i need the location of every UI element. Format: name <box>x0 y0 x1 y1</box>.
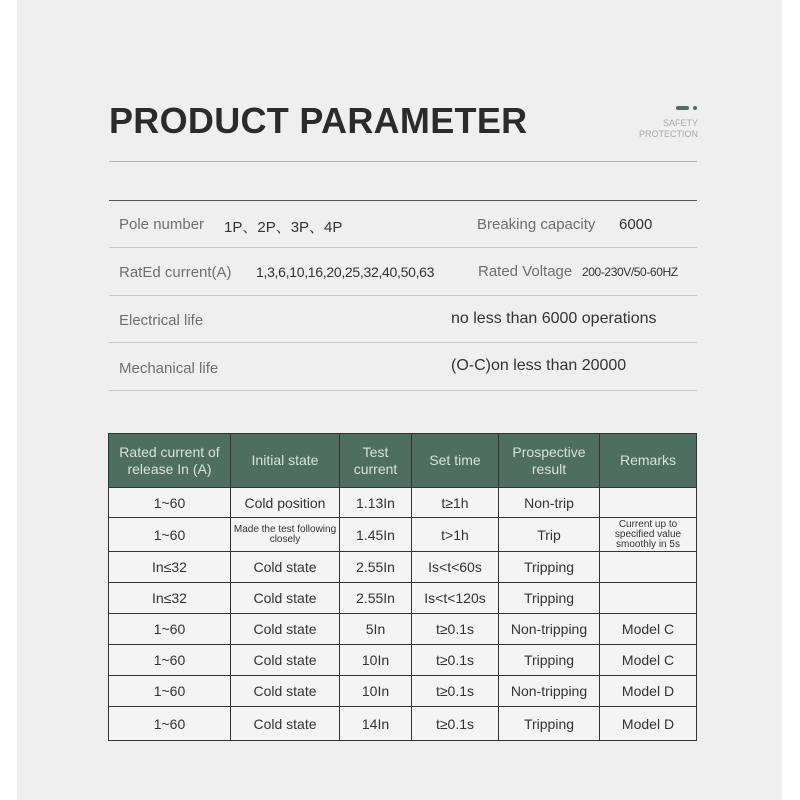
page-title: PRODUCT PARAMETER <box>109 100 528 141</box>
table-row <box>109 676 697 707</box>
table-cell: Cold state <box>231 583 340 614</box>
table-cell: Model D <box>600 707 697 741</box>
electrical-life-value: no less than 6000 operations <box>451 310 657 327</box>
table-cell: 5In <box>340 614 412 645</box>
table-cell: Tripping <box>499 583 600 614</box>
table-row <box>109 645 697 676</box>
row-divider <box>109 247 697 248</box>
electrical-life-label: Electrical life <box>119 312 204 329</box>
table-cell: 2.55In <box>340 552 412 583</box>
table-cell: In≤32 <box>109 583 231 614</box>
title-divider <box>109 161 697 162</box>
mechanical-life-label: Mechanical life <box>119 360 219 377</box>
table-row <box>109 488 697 518</box>
table-cell: Is<t<60s <box>412 552 499 583</box>
row-divider <box>109 390 697 391</box>
table-cell: 1~60 <box>109 518 231 552</box>
table-cell: 14In <box>340 707 412 741</box>
table-cell: 2.55In <box>340 583 412 614</box>
column-header: Set time <box>412 434 499 488</box>
table-cell: Cold state <box>231 614 340 645</box>
table-cell <box>600 552 697 583</box>
rated-current-value: 1,3,6,10,16,20,25,32,40,50,63 <box>256 264 435 280</box>
table-cell: Model C <box>600 645 697 676</box>
table-cell: t≥1h <box>412 488 499 518</box>
table-cell: t≥0.1s <box>412 676 499 707</box>
breaking-capacity-value: 6000 <box>619 216 653 233</box>
table-cell: Model D <box>600 676 697 707</box>
table-cell: 1~60 <box>109 707 231 741</box>
table-cell: Cold position <box>231 488 340 518</box>
safety-badge <box>620 104 700 144</box>
table-cell: Non-trip <box>499 488 600 518</box>
table-row <box>109 552 697 583</box>
table-header-row <box>109 434 697 488</box>
badge-line-2: PROTECTION <box>638 129 698 139</box>
table-cell: Cold state <box>231 645 340 676</box>
table-cell: Non-tripping <box>499 676 600 707</box>
table-cell: In≤32 <box>109 552 231 583</box>
table-cell: Cold state <box>231 676 340 707</box>
table-cell: Cold state <box>231 707 340 741</box>
column-header: Remarks <box>600 434 697 488</box>
table-cell: 1.45In <box>340 518 412 552</box>
table-cell: Tripping <box>499 645 600 676</box>
column-header: Test current <box>340 434 412 488</box>
table-cell: 1.13In <box>340 488 412 518</box>
table-cell: t≥0.1s <box>412 707 499 741</box>
table-cell: 1~60 <box>109 645 231 676</box>
table-row <box>109 707 697 741</box>
column-header: Prospective result <box>499 434 600 488</box>
trip-test-table <box>108 433 697 741</box>
table-row <box>109 518 697 552</box>
badge-dot-icon <box>693 106 697 110</box>
table-cell <box>600 583 697 614</box>
table-cell: Trip <box>499 518 600 552</box>
table-cell: t≥0.1s <box>412 645 499 676</box>
table-cell: Current up to specified value smoothly in 5s <box>600 518 697 552</box>
table-cell: 1~60 <box>109 488 231 518</box>
table-cell: Is<t<120s <box>412 583 499 614</box>
column-header: Rated current of release In (A) <box>109 434 231 488</box>
table-cell: Non-tripping <box>499 614 600 645</box>
table-cell: t≥0.1s <box>412 614 499 645</box>
table-cell: 1~60 <box>109 614 231 645</box>
table-cell: Model C <box>600 614 697 645</box>
table-cell: 1~60 <box>109 676 231 707</box>
rated-current-label: RatEd current(A) <box>119 264 232 281</box>
row-divider <box>109 342 697 343</box>
table-cell: t>1h <box>412 518 499 552</box>
mechanical-life-value: (O-C)on less than 20000 <box>451 357 627 374</box>
row-divider <box>109 295 697 296</box>
table-cell: Cold state <box>231 552 340 583</box>
breaking-capacity-label: Breaking capacity <box>477 216 596 233</box>
column-header: Initial state <box>231 434 340 488</box>
pole-number-label: Pole number <box>119 216 205 233</box>
rated-voltage-label: Rated Voltage <box>478 263 573 280</box>
table-cell: 10In <box>340 645 412 676</box>
table-cell <box>600 488 697 518</box>
rated-voltage-value: 200-230V/50-60HZ <box>582 265 678 279</box>
table-cell: 10In <box>340 676 412 707</box>
table-cell: Tripping <box>499 707 600 741</box>
pole-number-value: 1P、2P、3P、4P <box>224 219 343 236</box>
table-row <box>109 583 697 614</box>
table-row <box>109 614 697 645</box>
params-top-border <box>109 200 697 201</box>
table-cell: Tripping <box>499 552 600 583</box>
badge-line-1: SAFETY <box>662 118 698 128</box>
badge-bar-icon <box>676 106 689 110</box>
badge-text <box>620 118 698 140</box>
table-cell: Made the test following closely <box>231 518 340 552</box>
